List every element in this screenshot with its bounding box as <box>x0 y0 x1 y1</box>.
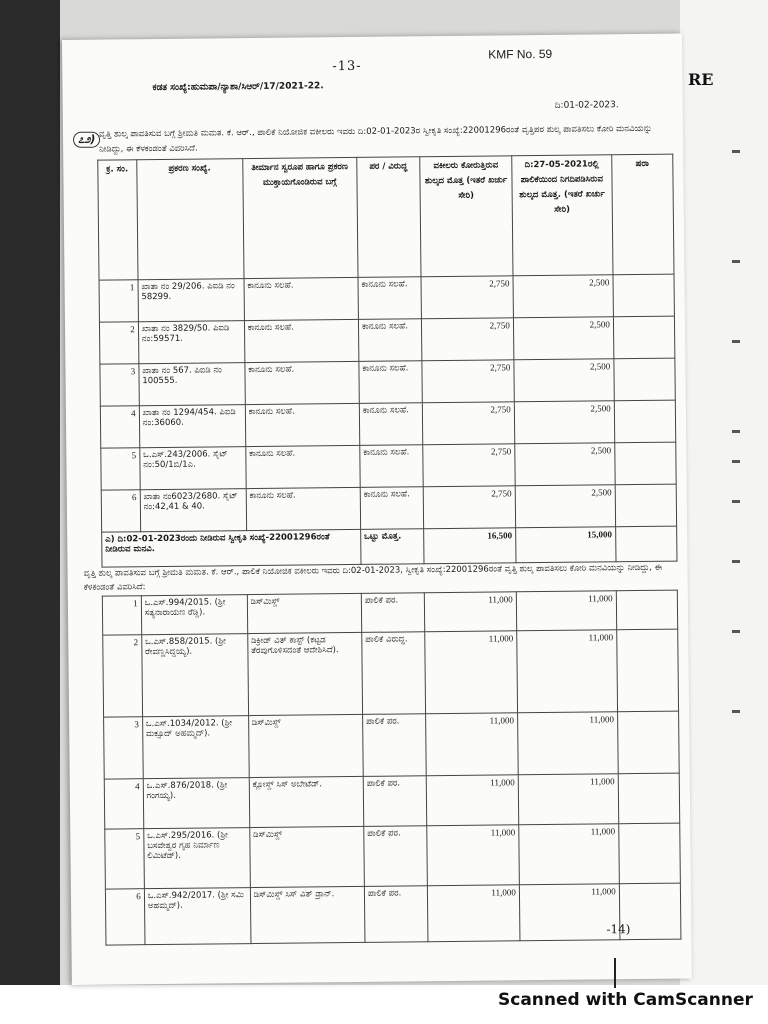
cell-claimed: 2,750 <box>423 444 515 487</box>
cell-claimed: 11,000 <box>425 631 518 714</box>
cell-case: ಒ.ಎಸ್.876/2018. (ಶ್ರೀ ಗಂಗಯ್ಯ). <box>143 778 250 829</box>
adjacent-page-edge <box>680 0 768 1024</box>
header-decision: ತೀರ್ಮಾನ ಸ್ವರೂಪ ಹಾಗೂ ಪ್ರಕರಣ ಮುಕ್ತಾಯಗೊಂಡಿರುವ ಬಗ್ಗೆ <box>243 157 358 278</box>
header-fixed-fee: ದಿ:27-05-2021ರಲ್ಲಿ ಪಾಲಿಕೆಯಿಂದ ನಿಗದಿಪಡಿಸಿರುವ ಶುಲ್ಕದ ಮೊತ್ತ. (ಇತರೆ ಖರ್ಚು ಸೇರಿ) <box>512 155 613 276</box>
cell-decision: ಕಾನೂನು ಸಲಹೆ. <box>246 487 361 530</box>
table-row <box>104 773 679 829</box>
cell-fixed: 2,500 <box>513 275 613 318</box>
cell-side: ಕಾನೂನು ಸಲಹೆ. <box>360 445 424 488</box>
cell-case: ಒ.ಎಸ್.858/2015. (ಶ್ರೀ ರೇವಣ್ಣಸಿದ್ದಯ್ಯ). <box>141 634 248 717</box>
cell-serial: 2 <box>99 322 138 364</box>
table-row <box>101 442 676 490</box>
cell-claimed: 2,750 <box>423 486 515 529</box>
cell-remark <box>619 823 681 884</box>
table-row <box>99 316 674 364</box>
table-row <box>105 883 681 945</box>
cell-case: ಒ.ಎಸ್.994/2015. (ಶ್ರೀ ಸತ್ಯನಾರಾಯಣ ರೆಡ್ಡಿ). <box>141 595 247 635</box>
header-claimed-fee: ವಕೀಲರು ಕೋರುತ್ತಿರುವ ಶುಲ್ಕದ ಮೊತ್ತ (ಇತರೆ ಖರ್ಚು ಸೇರಿ) <box>420 156 513 277</box>
cell-claimed: 11,000 <box>427 825 519 886</box>
second-paragraph: ವೃತ್ತಿ ಶುಲ್ಕ ಪಾವತಿಸುವ ಬಗ್ಗೆ ಶ್ರೀಮತಿ ಮಮತ. ಕೆ. ಆರ್., ಪಾಲಿಕೆ ನಿಯೋಜಿಕ ವಕೀಲರು ಇವರು ದಿ:02-01-2023, ಸ್ವೀಕೃತಿ ಸಂಖ್ಯೆ:22001296ರಂತೆ ವೃತ್ತಿ ಶುಲ್ಕ ಪಾವತಿಸಲು ಕೋರಿ ಮನವಿಯನ್ನು ನೀಡಿದ್ದು, ಈ ಕೆಳಕಂಡಂತೆ ವಿವರಿಸಿದೆ: <box>83 562 662 593</box>
scanner-watermark: Scanned with CamScanner <box>498 990 753 1010</box>
table-row <box>100 400 675 448</box>
form-number: KMF No. 59 <box>488 46 553 62</box>
cell-claimed: 2,750 <box>422 360 514 403</box>
cell-serial: 3 <box>104 717 143 779</box>
cell-side: ಕಾನೂನು ಸಲಹೆ. <box>359 361 423 404</box>
cell-side: ಪಾಲಿಕೆ ಪರ. <box>364 826 428 887</box>
file-reference: ಕಡತ ಸಂಖ್ಯೆ:ಹುಮಪಾ/ನ್ಯಾಶಾ/ಸಿಆರ್/17/2021-22. <box>152 81 324 94</box>
cell-remark <box>615 484 677 527</box>
header-serial: ಕ್ರ. ಸಂ. <box>98 160 138 280</box>
cell-fixed: 11,000 <box>519 824 620 885</box>
table-row <box>104 711 680 779</box>
cell-case: ಒ.ಎಸ್.1034/2012. (ಶ್ರೀ ಮಕ್ಸೂದ್ ಅಹಮ್ಮದ್). <box>142 716 249 779</box>
cell-claimed: 11,000 <box>424 592 516 632</box>
cell-serial: 2 <box>103 635 143 717</box>
cell-decision: ಕಾನೂನು ಸಲಹೆ. <box>244 277 359 320</box>
cell-serial: 5 <box>105 829 144 889</box>
cell-remark <box>616 629 678 712</box>
cell-decision: ಕಾನೂನು ಸಲಹೆ. <box>245 403 360 446</box>
table-row <box>99 274 674 322</box>
fee-table-1 <box>97 154 677 568</box>
table-row <box>102 590 677 635</box>
total-label: ಒಟ್ಟು ಮೊತ್ತ. <box>361 529 425 565</box>
cell-decision: ಡಿಕ್ರೀಡ್ ವಿತ್ ಕಾಸ್ಟ್ (ಕಟ್ಟಡ ತೆರವುಗೊಳಿಸದಂತೆ ಆದೇಶಿಸಿದೆ). <box>247 632 362 715</box>
cell-decision: ಕ್ಲೋಸ್ಡ್ ಸಿಸ್ ಅಬೇಟೆಡ್. <box>249 776 364 827</box>
cell-side: ಕಾನೂನು ಸಲಹೆ. <box>359 403 423 446</box>
cell-serial: 6 <box>101 490 140 532</box>
cell-case: ಖಾತಾ ನಂ6023/2680. ಸೈಟ್ ನಂ:42,41 & 40. <box>140 489 246 532</box>
cell-claimed: 2,750 <box>422 318 514 361</box>
cell-fixed: 2,500 <box>513 317 613 360</box>
cell-side: ಕಾನೂನು ಸಲಹೆ. <box>358 319 422 362</box>
header-case-number: ಪ್ರಕರಣ ಸಂಖ್ಯೆ. <box>136 159 243 280</box>
cell-side: ಪಾಲಿಕೆ ಪರ. <box>361 593 425 633</box>
table-header-row <box>98 154 674 280</box>
cell-remark <box>613 316 675 359</box>
header-for-against: ಪರ / ವಿರುದ್ಧ <box>357 157 421 278</box>
cell-decision: ಡಿಸ್‌ಮಿಸ್ಡ್ <box>248 714 363 777</box>
cell-side: ಪಾಲಿಕೆ ಪರ. <box>363 776 427 827</box>
table-row <box>100 358 675 406</box>
header-remarks: ಷರಾ <box>612 154 674 275</box>
cell-fixed: 2,500 <box>514 401 614 444</box>
cell-fixed: 2,500 <box>515 485 615 528</box>
total-remark <box>615 526 677 562</box>
cell-claimed: 2,750 <box>421 276 513 319</box>
cell-serial: 4 <box>104 779 143 829</box>
cell-remark <box>616 590 678 630</box>
cell-remark <box>613 274 675 317</box>
cell-claimed: 11,000 <box>426 775 518 826</box>
cell-decision: ಡಿಸ್‌ಮಿಸ್ಡ್ <box>247 593 362 633</box>
total-fixed: 15,000 <box>516 527 616 563</box>
cell-claimed: 11,000 <box>428 885 520 942</box>
pen-stroke <box>614 958 616 988</box>
cell-side: ಕಾನೂನು ಸಲಹೆ. <box>360 487 424 530</box>
cell-remark <box>615 442 677 485</box>
table-row <box>103 629 679 717</box>
adjacent-page-marks <box>732 150 752 750</box>
item-number: ೭೨) <box>73 132 101 148</box>
cell-side: ಪಾಲಿಕೆ ವಿರುದ್ಧ. <box>362 632 426 715</box>
cell-serial: 1 <box>102 596 141 635</box>
cell-case: ಒ.ಎಸ್.243/2006. ಸೈಟ್ ನಂ:50/1ಬಿ/1ಎ. <box>140 447 246 490</box>
scan-background-left <box>0 0 60 1024</box>
adjacent-page-text: RE <box>688 70 714 89</box>
cell-case: ಖಾತಾ ನಂ 29/206. ಪಿಐಡಿ ನಂ 58299. <box>138 279 244 322</box>
cell-decision: ಡಿಸ್‌ಮಿಸ್ಡ್ ಸಿಸ್ ವಿತ್ ಡ್ರಾನ್. <box>250 886 365 943</box>
cell-remark <box>614 358 676 401</box>
cell-fixed: 11,000 <box>519 884 619 941</box>
cell-serial: 4 <box>100 406 139 448</box>
cell-case: ಒ.ಎಸ್.295/2016. (ಶ್ರೀ ಬಸವೇಶ್ವರ ಗೃಹ ನಿರ್ಮಾಣ ಲಿಮಿಟೆಡ್). <box>143 828 250 889</box>
cell-fixed: 2,500 <box>515 443 615 486</box>
page-number: -13- <box>332 58 362 75</box>
cell-fixed: 11,000 <box>516 591 616 631</box>
cell-case: ಖಾತಾ ನಂ 3829/50. ಪಿಐಡಿ ನಂ:59571. <box>138 321 244 364</box>
cell-serial: 3 <box>100 364 139 406</box>
cell-remark <box>617 711 679 774</box>
cell-fixed: 11,000 <box>518 774 618 825</box>
cell-side: ಪಾಲಿಕೆ ಪರ. <box>364 886 428 943</box>
cell-side: ಪಾಲಿಕೆ ಪರ. <box>363 714 427 777</box>
intro-paragraph: ವೃತ್ತಿ ಶುಲ್ಕ ಪಾವತಿಸುವ ಬಗ್ಗೆ ಶ್ರೀಮತಿ ಮಮತ. ಕೆ. ಆರ್., ಪಾಲಿಕೆ ನಿಯೋಜಿಕ ವಕೀಲರು ಇವರು ದಿ:02-01-2023ರ ಸ್ವೀಕೃತಿ ಸಂಖ್ಯೆ:22001296ರಂತೆ ವೃತ್ತಿಪರ ಶುಲ್ಕ ಪಾವತಿಸಲು ಕೋರಿ ಮನವಿಯನ್ನು ನೀಡಿದ್ದು, ಈ ಕೆಳಕಂಡಂತೆ ವಿವರಿಸಿದೆ. <box>98 123 653 155</box>
cell-side: ಕಾನೂನು ಸಲಹೆ. <box>358 277 422 320</box>
cell-decision: ಕಾನೂನು ಸಲಹೆ. <box>244 319 359 362</box>
cell-claimed: 11,000 <box>426 713 518 776</box>
cell-claimed: 2,750 <box>422 402 514 445</box>
table-row <box>101 484 676 532</box>
document-page <box>62 34 692 985</box>
cell-fixed: 2,500 <box>514 359 614 402</box>
cell-serial: 5 <box>101 448 140 490</box>
document-date: ದಿ:01-02-2023. <box>554 100 619 111</box>
total-row-description: ಎ) ದಿ:02-01-2023ರಂದು ನೀಡಿರುವ ಸ್ವೀಕೃತಿ ಸಂಖ್ಯೆ-22001296ರಂತೆ ನೀಡಿರುವ ಮನವಿ. <box>102 529 361 567</box>
cell-serial: 1 <box>99 280 138 322</box>
cell-case: ಖಾತಾ ನಂ 567. ಪಿಐಡಿ ನಂ 100555. <box>139 363 245 406</box>
table-row <box>105 823 681 889</box>
fee-table-2 <box>102 590 682 946</box>
cell-decision: ಕಾನೂನು ಸಲಹೆ. <box>245 361 360 404</box>
cell-remark <box>618 773 680 824</box>
total-claimed: 16,500 <box>424 528 516 564</box>
next-page-marker: -14) <box>606 922 631 937</box>
cell-serial: 6 <box>105 889 144 945</box>
cell-case: ಖಾತಾ ನಂ 1294/454. ಪಿಐಡಿ ನಂ:36060. <box>139 405 245 448</box>
cell-fixed: 11,000 <box>517 630 618 713</box>
cell-case: ಒ.ಎಸ್.942/2017. (ಶ್ರೀ ಸಮಿ ಅಹಮ್ಮದ್). <box>144 888 251 945</box>
cell-fixed: 11,000 <box>517 712 618 775</box>
cell-decision: ಡಿಸ್‌ಮಿಸ್ಡ್ <box>250 826 365 887</box>
cell-decision: ಕಾನೂನು ಸಲಹೆ. <box>246 445 361 488</box>
cell-remark <box>614 400 676 443</box>
